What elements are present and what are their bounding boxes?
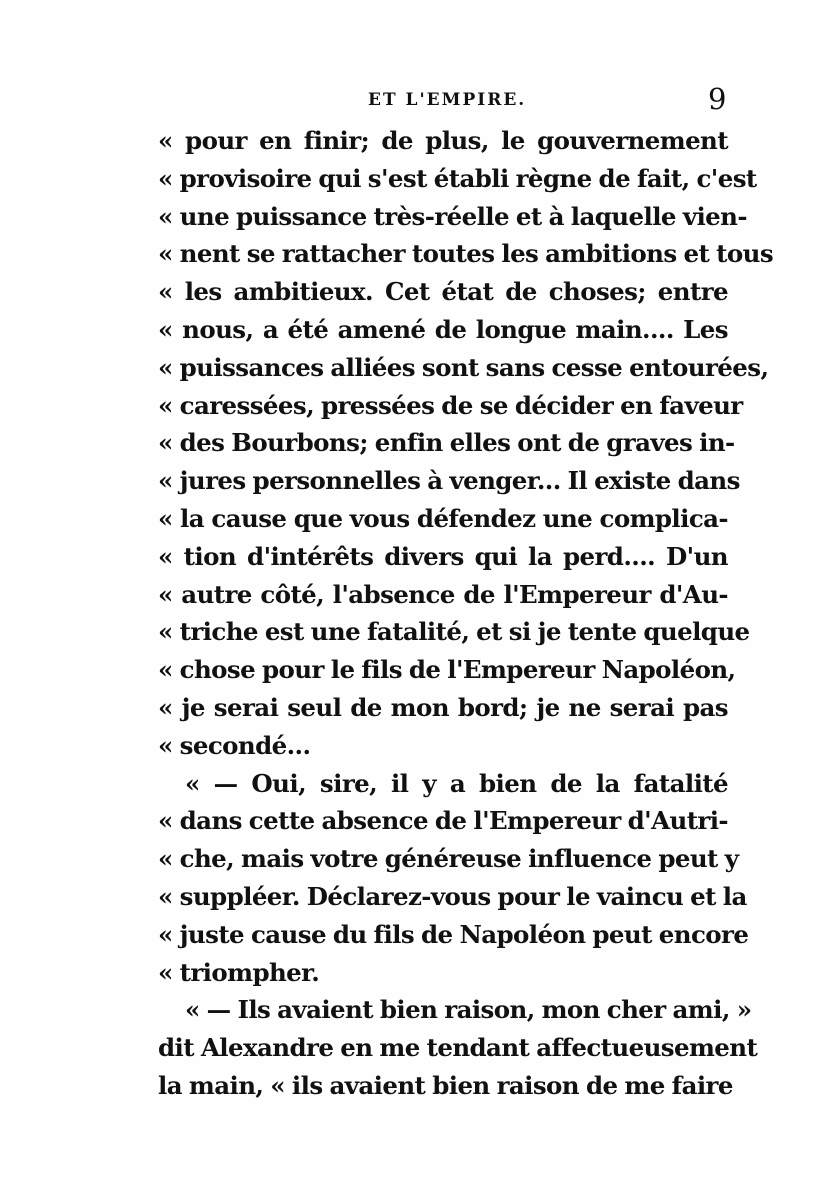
running-header bbox=[0, 82, 840, 120]
text-line: « jures personnelles à venger... Il existe dans bbox=[158, 466, 740, 496]
text-line: dit Alexandre en me tendant affectueusement bbox=[158, 1033, 758, 1063]
text-line: « puissances alliées sont sans cesse entourées, bbox=[158, 352, 769, 382]
running-title: ET L'EMPIRE. bbox=[368, 90, 527, 110]
text-line: « caressées, pressées de se décider en faveur bbox=[158, 390, 743, 420]
text-line: « dans cette absence de l'Empereur d'Autri- bbox=[158, 806, 728, 836]
text-line: « pour en finir; de plus, le gouvernement bbox=[158, 126, 728, 155]
paragraph-start-line: « — Oui, sire, il y a bien de la fatalité bbox=[185, 768, 728, 798]
text-line: « juste cause du fils de Napoléon peut encore bbox=[158, 919, 749, 949]
text-line: « che, mais votre généreuse influence peut y bbox=[158, 844, 739, 874]
text-line: « nent se rattacher toutes les ambitions et tous bbox=[158, 239, 774, 269]
text-line: « nous, a été amené de longue main.... Les bbox=[158, 314, 728, 344]
text-line: « les ambitieux. Cet état de choses; entre bbox=[158, 277, 728, 307]
text-line: « la cause que vous défendez une complica- bbox=[158, 503, 728, 533]
text-line: « une puissance très-réelle et à laquelle vien- bbox=[158, 201, 747, 231]
text-line: « suppléer. Déclarez-vous pour le vaincu et la bbox=[158, 881, 747, 911]
paragraph-end-line: « triompher. bbox=[158, 957, 320, 987]
page-number: 9 bbox=[708, 82, 727, 116]
text-line: « je serai seul de mon bord; je ne serai pas bbox=[158, 692, 728, 722]
text-line: « provisoire qui s'est établi règne de fait, c'est bbox=[158, 163, 757, 193]
paragraph-end-line: « secondé... bbox=[158, 730, 311, 760]
body-text bbox=[158, 122, 774, 1105]
text-line: « tion d'intérêts divers qui la perd.... D'un bbox=[158, 541, 728, 571]
text-line: la main, « ils avaient bien raison de me faire bbox=[158, 1070, 733, 1100]
text-line: « autre côté, l'absence de l'Empereur d'Au- bbox=[158, 579, 728, 609]
text-line: « des Bourbons; enfin elles ont de graves in- bbox=[158, 428, 735, 458]
paragraph-start-line: « — Ils avaient bien raison, mon cher ami, » bbox=[185, 995, 752, 1025]
text-line: « chose pour le fils de l'Empereur Napoléon, bbox=[158, 655, 736, 685]
text-line: « triche est une fatalité, et si je tente quelque bbox=[158, 617, 750, 647]
